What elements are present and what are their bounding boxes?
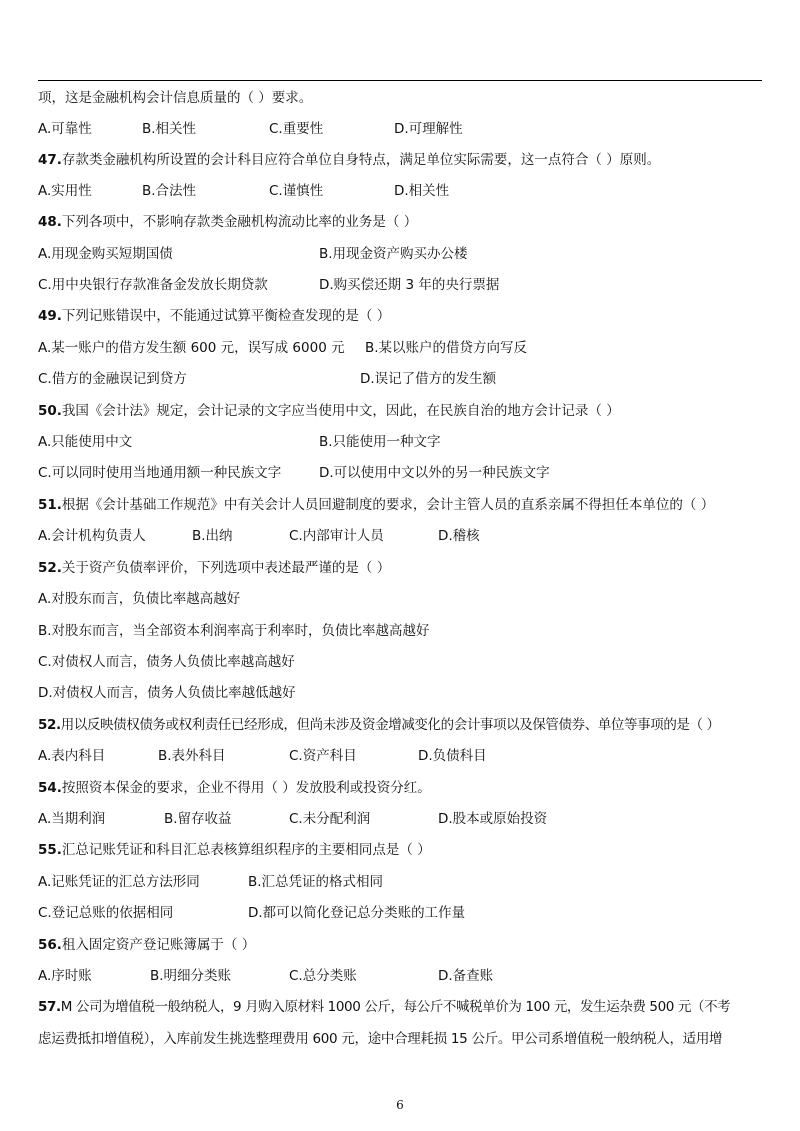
option-c: C.登记总账的依据相同 [38, 905, 174, 921]
option-b: B.合法性 [142, 183, 197, 199]
header-rule [38, 80, 762, 81]
option-d: D.误记了借方的发生额 [360, 371, 497, 387]
option-d: D.备查账 [438, 968, 494, 984]
option-b: B.留存收益 [164, 811, 232, 827]
question-text: 用以反映债权债务或权利责任已经形成，但尚未涉及资金增减变化的会计事项以及保管债券、单位等事项的是（ ） [60, 717, 720, 733]
question-text: M 公司为增值税一般纳税人，9 月购入原材料 1000 公斤，每公斤不喊税单价为 100 元，发生运杂费 500 元（不考 [60, 999, 731, 1015]
question-number: 47. [38, 152, 62, 168]
question-51-stem [38, 496, 762, 514]
option-c: C.未分配利润 [289, 811, 371, 827]
question-number: 54. [38, 780, 62, 796]
question-52b-stem [38, 716, 762, 734]
option-b: B.表外科目 [158, 748, 226, 764]
question-text: 租入固定资产登记账簿属于（ ） [61, 937, 256, 953]
question-49-stem [38, 307, 762, 325]
option-d: D.可以使用中文以外的另一种民族文字 [319, 465, 550, 481]
option-d: D.稽核 [438, 528, 480, 544]
question-55-stem [38, 841, 762, 859]
question-number: 57. [38, 999, 61, 1015]
option-a: A.可靠性 [38, 121, 92, 137]
option-a: A.实用性 [38, 183, 92, 199]
intro-stem: 项，这是金融机构会计信息质量的（ ）要求。 [38, 90, 313, 106]
option-d: D.都可以简化登记总分类账的工作量 [248, 905, 466, 921]
question-number: 48. [38, 214, 62, 230]
question-54-stem [38, 779, 762, 797]
option-a: A.记账凭证的汇总方法形同 [38, 874, 200, 890]
option-d: D.购买偿还期 3 年的央行票据 [319, 277, 500, 293]
option-b: B.某以账户的借贷方向写反 [365, 340, 528, 356]
option-a: A.某一账户的借方发生额 600 元，误写成 6000 元 [38, 340, 345, 356]
option-c: C.可以同时使用当地通用额一种民族文字 [38, 465, 282, 481]
option-b: B.相关性 [142, 121, 197, 137]
question-number: 55. [38, 842, 62, 858]
option-c: C.重要性 [269, 121, 324, 137]
option-d: D.负债科目 [418, 748, 487, 764]
option-b: B.明细分类账 [150, 968, 232, 984]
option-c: C.内部审计人员 [289, 528, 384, 544]
option-b: B.汇总凭证的格式相同 [248, 874, 384, 890]
option-a: A.序时账 [38, 968, 92, 984]
question-number: 52. [38, 560, 62, 576]
option-d: D.相关性 [394, 183, 450, 199]
option-a: A.用现金购买短期国债 [38, 246, 173, 262]
question-50-stem [38, 402, 762, 420]
question-48-stem [38, 213, 762, 231]
option-a: A.当期利润 [38, 811, 106, 827]
question-57-stem [38, 998, 762, 1016]
question-text: 我国《会计法》规定，会计记录的文字应当使用中文，因此，在民族自治的地方会计记录（ ） [61, 403, 620, 419]
option-c: C.总分类账 [289, 968, 357, 984]
option-c: C.用中央银行存款准备金发放长期贷款 [38, 277, 268, 293]
option-c: C.资产科目 [289, 748, 357, 764]
question-number: 52. [38, 717, 61, 733]
option-b: B.出纳 [192, 528, 233, 544]
option-a: A.会计机构负责人 [38, 528, 146, 544]
question-text: 按照资本保金的要求，企业不得用（ ）发放股利或投资分红。 [61, 780, 431, 796]
option-a: A.只能使用中文 [38, 434, 133, 450]
option-b: B.用现金资产购买办公楼 [319, 246, 468, 262]
question-52-stem [38, 559, 762, 577]
option-c: C.对债权人而言，债务人负债比率越高越好 [38, 654, 295, 670]
question-57-continuation: 虑运费抵扣增值税），入库前发生挑选整理费用 600 元，途中合理耗损 15 公斤。甲公司系增值税一般纳税人，适用增 [38, 1031, 723, 1047]
question-text: 下列记账错误中，不能通过试算平衡检查发现的是（ ） [61, 308, 391, 324]
question-text: 根据《会计基础工作规范》中有关会计人员回避制度的要求，会计主管人员的直系亲属不得担任本单位的（ ） [61, 497, 715, 513]
question-number: 49. [38, 308, 62, 324]
question-number: 56. [38, 937, 62, 953]
question-text: 下列各项中，不影响存款类金融机构流动比率的业务是（ ） [61, 214, 418, 230]
option-d: D.对债权人而言，债务人负债比率越低越好 [38, 685, 296, 701]
option-a: A.对股东而言，负债比率越高越好 [38, 591, 241, 607]
question-number: 50. [38, 403, 62, 419]
option-b: B.只能使用一种文字 [319, 434, 441, 450]
option-d: D.可理解性 [394, 121, 463, 137]
option-c: C.谨慎性 [269, 183, 324, 199]
question-56-stem [38, 936, 762, 954]
question-text: 存款类金融机构所设置的会计科目应符合单位自身特点，满足单位实际需要，这一点符合（ ）原则。 [61, 152, 661, 168]
option-d: D.股本或原始投资 [438, 811, 548, 827]
page-number: 6 [396, 1098, 404, 1112]
question-text: 汇总记账凭证和科目汇总表核算组织程序的主要相同点是（ ） [61, 842, 431, 858]
option-a: A.表内科目 [38, 748, 106, 764]
question-47-stem [38, 151, 762, 169]
option-c: C.借方的金融误记到贷方 [38, 371, 187, 387]
question-text: 关于资产负债率评价，下列选项中表述最严谨的是（ ） [61, 560, 391, 576]
option-b: B.对股东而言，当全部资本利润率高于利率时，负债比率越高越好 [38, 623, 430, 639]
question-number: 51. [38, 497, 62, 513]
